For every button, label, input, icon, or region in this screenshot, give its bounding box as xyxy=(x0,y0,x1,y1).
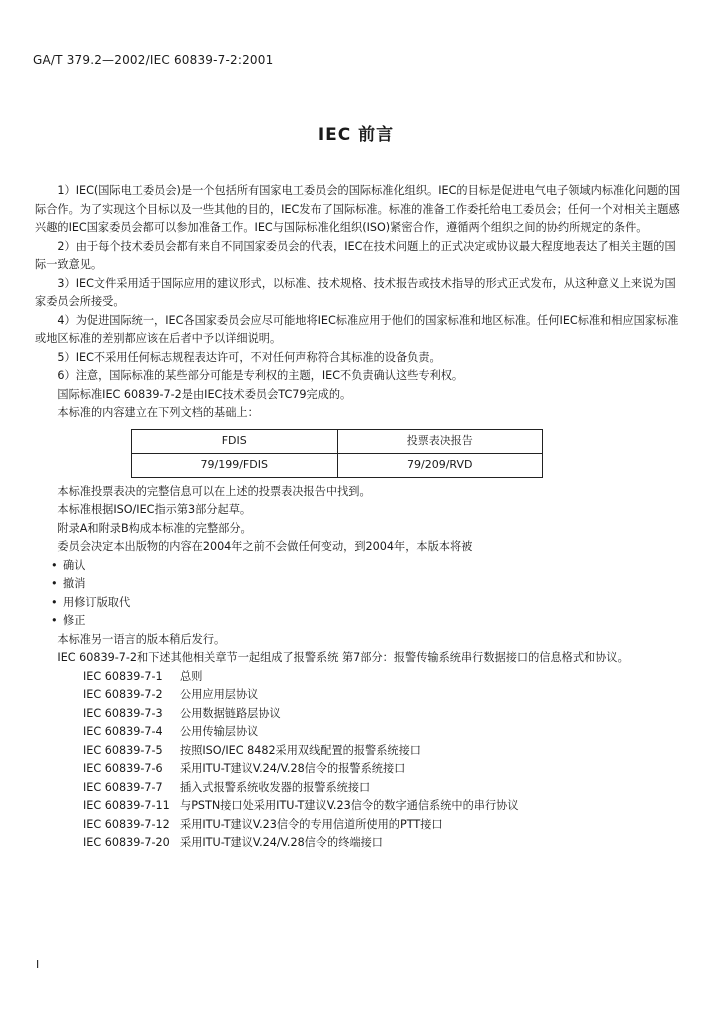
standard-part-item xyxy=(35,760,683,779)
standard-part-item xyxy=(35,686,683,705)
paragraph-4: 4）为促进国际统一，IEC各国家委员会应尽可能地将IEC标准应用于他们的国家标准和地区标准。任何IEC标准和相应国家标准或地区标准的差别都应该在后者中予以详细说明。 xyxy=(35,313,679,345)
standard-code: IEC 60839-7-4 xyxy=(83,725,163,738)
standard-code: IEC 60839-7-5 xyxy=(83,743,163,757)
standard-desc: 与PSTN接口处采用ITU-T建议V.23信令的数字通信系统中的串行协议 xyxy=(180,799,519,812)
standard-desc: 公用数据链路层协议 xyxy=(180,706,281,720)
table-row xyxy=(132,453,543,477)
standard-part-item xyxy=(35,779,683,798)
page-title: IEC 前言 xyxy=(317,125,395,145)
standard-part-item xyxy=(35,668,683,687)
standard-code: IEC 60839-7-7 xyxy=(83,780,163,794)
bullet-text: 用修订版取代 xyxy=(63,595,131,609)
paragraph-6: 6）注意，国际标准的某些部分可能是专利权的主题，IEC不负责确认这些专利权。 xyxy=(57,369,464,382)
bullet-icon: • xyxy=(51,614,58,627)
paragraph-1: 1）IEC(国际电工委员会)是一个包括所有国家电工委员会的国际标准化组织。IEC的目标是促进电气电子领域内标准化问题的国际合作。为了实现这个目标以及一些其他的目的，IEC发布了国际标准。标准的准备工作委托给电工委员会；任何一个对相关主题感兴趣的IEC国家委员会都可以参加准备工作。IEC与国际标准化组织(ISO)紧密合作，遵循两个组织之间的协约所规定的条件。 xyxy=(35,184,681,234)
list-item xyxy=(35,612,683,631)
paragraph-2: 2）由于每个技术委员会都有来自不同国家委员会的代表，IEC在技术问题上的正式决定或协议最大程度地表达了相关主题的国际一致意见。 xyxy=(35,239,676,271)
bullet-text: 撤消 xyxy=(63,577,86,590)
standard-code: IEC 60839-7-20 xyxy=(83,836,170,849)
language-note: 本标准另一语言的版本稍后发行。 xyxy=(57,632,226,646)
standard-code: IEC 60839-7-3 xyxy=(83,706,163,720)
maintenance-line: 委员会决定本出版物的内容在2004年之前不会做任何变动，到2004年，本版本将被 xyxy=(57,540,473,553)
standard-part-item xyxy=(35,834,683,853)
standard-part-item xyxy=(35,816,683,835)
standard-part-item xyxy=(35,797,683,816)
page-number: I xyxy=(36,958,40,971)
standard-part-item xyxy=(35,742,683,761)
standard-desc: 采用ITU-T建议V.24/V.28信令的终端接口 xyxy=(180,836,383,849)
table-header-fdis: FDIS xyxy=(132,429,338,453)
standard-desc: 采用ITU-T建议V.23信令的专用信道所使用的PTT接口 xyxy=(180,817,443,831)
table-header-row xyxy=(132,429,543,453)
bullet-text: 修正 xyxy=(63,614,86,627)
list-item xyxy=(35,594,683,613)
table-cell-fdis: 79/199/FDIS xyxy=(132,453,338,477)
standard-part-item xyxy=(35,705,683,724)
table-cell-rvd: 79/209/RVD xyxy=(337,453,543,477)
voting-documents-table xyxy=(131,429,543,478)
foreword-body xyxy=(35,182,683,853)
series-intro: IEC 60839-7-2和下述其他相关章节一起组成了报警系统 第7部分：报警传输系统串行数据接口的信息格式和协议。 xyxy=(57,651,629,664)
standard-desc: 采用ITU-T建议V.24/V.28信令的报警系统接口 xyxy=(180,762,406,775)
standard-code: IEC 60839-7-11 xyxy=(83,799,170,812)
standard-desc: 按照ISO/IEC 8482采用双线配置的报警系统接口 xyxy=(180,743,421,757)
standard-part-item xyxy=(35,723,683,742)
drafting-rules-line: 本标准根据ISO/IEC指示第3部分起草。 xyxy=(57,503,252,516)
list-item xyxy=(35,557,683,576)
paragraph-3: 3）IEC文件采用适于国际应用的建议形式，以标准、技术规格、技术报告或技术指导的形式正式发布，从这种意义上来说为国家委员会所接受。 xyxy=(35,276,676,308)
document-code-header: GA/T 379.2—2002/IEC 60839-7-2:2001 xyxy=(33,53,274,67)
standard-code: IEC 60839-7-6 xyxy=(83,762,163,775)
standard-desc: 总则 xyxy=(180,669,203,683)
bullet-icon: • xyxy=(51,577,58,590)
standard-code: IEC 60839-7-1 xyxy=(83,669,163,683)
bullet-text: 确认 xyxy=(63,558,86,572)
standard-desc: 公用传输层协议 xyxy=(180,725,259,738)
standard-desc: 插入式报警系统收发器的报警系统接口 xyxy=(180,780,371,794)
standard-desc: 公用应用层协议 xyxy=(180,688,259,701)
standard-code: IEC 60839-7-2 xyxy=(83,688,163,701)
paragraph-7: 国际标准IEC 60839-7-2是由IEC技术委员会TC79完成的。 xyxy=(57,387,352,401)
voting-info-line: 本标准投票表决的完整信息可以在上述的投票表决报告中找到。 xyxy=(57,484,371,498)
annex-line: 附录A和附录B构成本标准的完整部分。 xyxy=(57,521,252,535)
table-header-rvd: 投票表决报告 xyxy=(337,429,543,453)
list-item xyxy=(35,575,683,594)
bullet-icon: • xyxy=(51,558,58,572)
paragraph-5: 5）IEC不采用任何标志规程表达许可，不对任何声称符合其标准的设备负责。 xyxy=(57,350,441,364)
paragraph-8: 本标准的内容建立在下列文档的基础上： xyxy=(57,406,259,419)
standard-code: IEC 60839-7-12 xyxy=(83,817,170,831)
bullet-icon: • xyxy=(51,595,58,609)
